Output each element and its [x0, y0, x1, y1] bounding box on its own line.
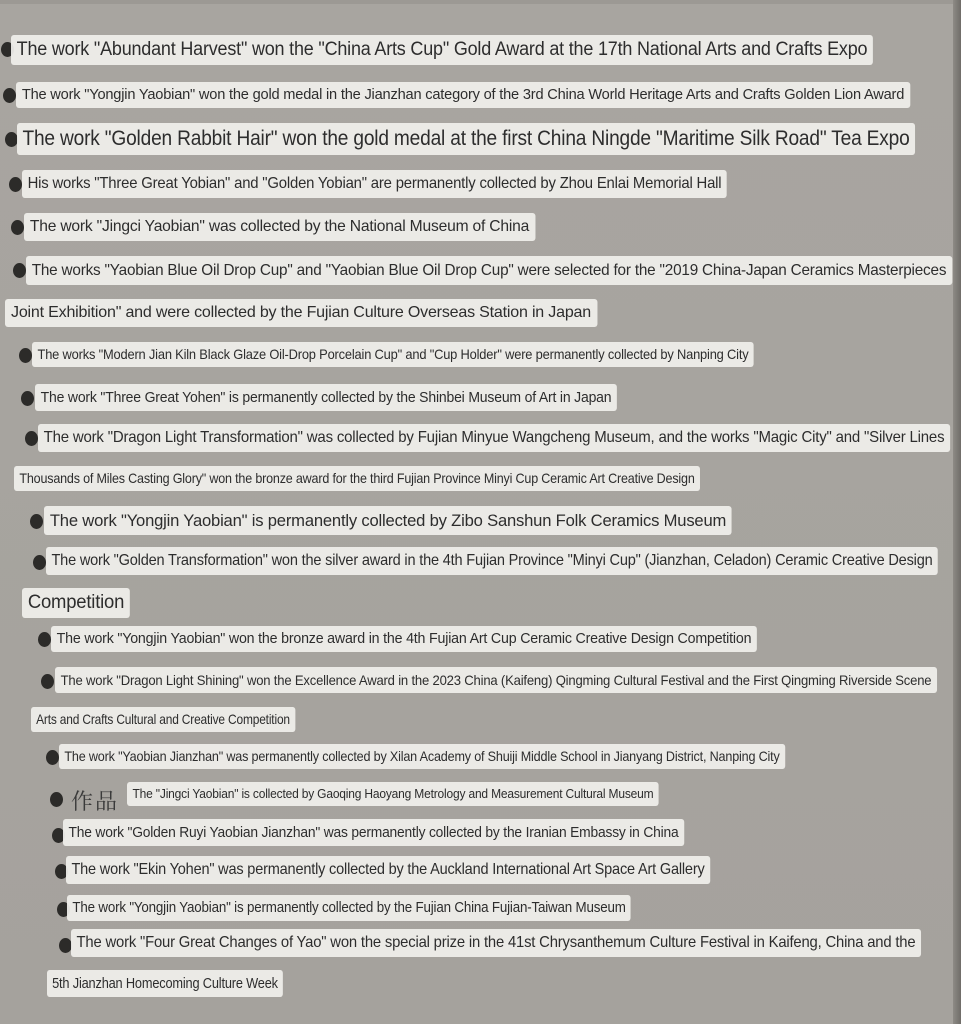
award-line: The work "Yongjin Yaobian" won the gold medal in the Jianzhan category of the 3rd China World Heritage Arts and Crafts Golden Lion Award	[16, 82, 910, 108]
bullet-icon	[11, 220, 24, 235]
award-line: The work "Dragon Light Shining" won the Excellence Award in the 2023 China (Kaifeng) Qingming Cultural Festival and the First Qingming Riverside Scene	[55, 667, 937, 693]
award-line: The work "Three Great Yohen" is permanently collected by the Shinbei Museum of Art in Japan	[35, 384, 617, 411]
award-line: The "Jingci Yaobian" is collected by Gaoqing Haoyang Metrology and Measurement Cultural Museum	[127, 782, 659, 806]
frame-right-edge	[953, 0, 961, 1024]
award-line: The works "Modern Jian Kiln Black Glaze Oil-Drop Porcelain Cup" and "Cup Holder" were permanently collected by Nanping City	[32, 342, 754, 367]
bullet-icon	[46, 750, 59, 765]
award-line: The work "Yongjin Yaobian" won the bronze award in the 4th Fujian Art Cup Ceramic Creative Design Competition	[51, 626, 757, 652]
award-line-continuation: Thousands of Miles Casting Glory" won the bronze award for the third Fujian Province Minyi Cup Ceramic Art Creative Design	[14, 466, 700, 491]
award-line: The work "Golden Rabbit Hair" won the gold medal at the first China Ningde "Maritime Silk Road" Tea Expo	[17, 123, 915, 155]
award-line: The work "Ekin Yohen" was permanently collected by the Auckland International Art Space Art Gallery	[66, 856, 710, 884]
bullet-icon	[41, 674, 54, 689]
bullet-icon	[38, 632, 51, 647]
award-line: The work "Yaobian Jianzhan" was permanently collected by Xilan Academy of Shuiji Middle School in Jianyang District, Nanping City	[59, 744, 785, 769]
award-line: The work "Dragon Light Transformation" was collected by Fujian Minyue Wangcheng Museum, and the works "Magic City" and "Silver Lines	[38, 424, 950, 452]
bullet-icon	[30, 514, 43, 529]
award-line: The work "Yongjin Yaobian" is permanently collected by Zibo Sanshun Folk Ceramics Museum	[44, 506, 732, 535]
bullet-icon	[9, 177, 22, 192]
bullet-icon	[33, 555, 46, 570]
award-line: The work "Four Great Changes of Yao" won the special prize in the 41st Chrysanthemum Culture Festival in Kaifeng, China and the	[71, 929, 921, 957]
bullet-icon	[25, 431, 38, 446]
award-line-continuation: 5th Jianzhan Homecoming Culture Week	[47, 970, 283, 997]
award-line: The works "Yaobian Blue Oil Drop Cup" and "Yaobian Blue Oil Drop Cup" were selected for the "2019 China-Japan Ceramics Masterpieces	[26, 256, 952, 285]
award-line: His works "Three Great Yobian" and "Golden Yobian" are permanently collected by Zhou Enlai Memorial Hall	[22, 170, 727, 198]
award-line: The work "Yongjin Yaobian" is permanently collected by the Fujian China Fujian-Taiwan Museum	[67, 895, 631, 921]
award-line-continuation: Competition	[22, 588, 130, 618]
bullet-icon	[13, 263, 26, 278]
award-line: The work "Jingci Yaobian" was collected by the National Museum of China	[24, 213, 535, 241]
award-line: The work "Golden Transformation" won the silver award in the 4th Fujian Province "Minyi Cup" (Jianzhan, Celadon) Ceramic Creative Design	[46, 547, 938, 575]
cjk-prefix-label: 作品	[71, 790, 120, 815]
bullet-icon	[50, 792, 63, 807]
award-line: The work "Golden Ruyi Yaobian Jianzhan" was permanently collected by the Iranian Embassy in China	[63, 819, 684, 846]
bullet-icon	[3, 88, 16, 103]
award-line: The work "Abundant Harvest" won the "China Arts Cup" Gold Award at the 17th National Arts and Crafts Expo	[11, 35, 873, 65]
award-line-continuation: Joint Exhibition" and were collected by the Fujian Culture Overseas Station in Japan	[5, 299, 597, 327]
award-line-continuation: Arts and Crafts Cultural and Creative Competition	[31, 707, 295, 732]
bullet-icon	[21, 391, 34, 406]
frame-top-edge	[0, 0, 961, 4]
bullet-icon	[19, 348, 32, 363]
